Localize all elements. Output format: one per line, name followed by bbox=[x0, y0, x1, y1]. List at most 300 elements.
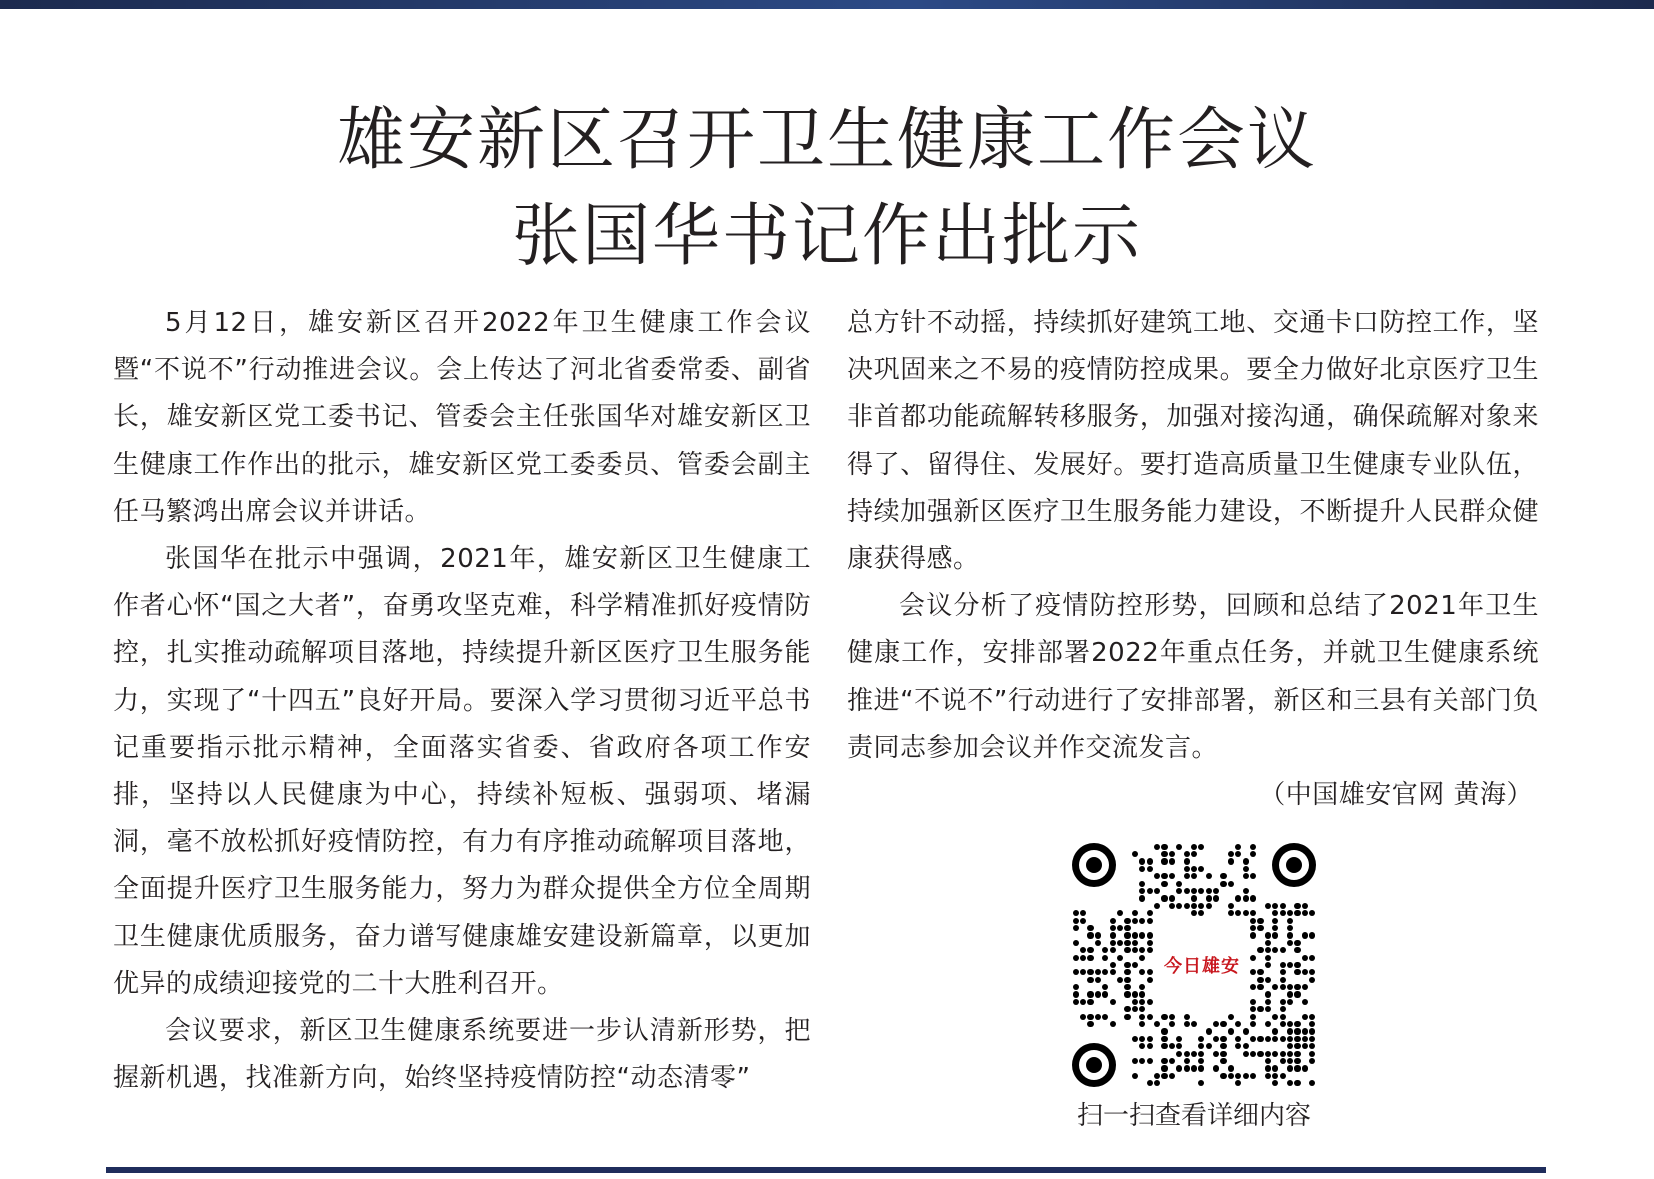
qr-module bbox=[1124, 947, 1130, 953]
qr-module bbox=[1287, 1065, 1293, 1071]
qr-module bbox=[1309, 977, 1315, 983]
qr-module bbox=[1287, 925, 1293, 931]
qr-module bbox=[1139, 1036, 1145, 1042]
qr-module bbox=[1265, 1006, 1271, 1012]
qr-module bbox=[1102, 955, 1108, 961]
qr-code-matrix bbox=[1072, 843, 1316, 1087]
qr-module bbox=[1294, 984, 1300, 990]
qr-module bbox=[1102, 991, 1108, 997]
qr-module bbox=[1302, 1036, 1308, 1042]
qr-module bbox=[1287, 940, 1293, 946]
qr-module bbox=[1235, 1073, 1241, 1079]
qr-module bbox=[1235, 851, 1241, 857]
qr-module bbox=[1280, 999, 1286, 1005]
qr-module bbox=[1287, 932, 1293, 938]
qr-module bbox=[1294, 1043, 1300, 1049]
qr-module bbox=[1265, 1073, 1271, 1079]
qr-module bbox=[1235, 1021, 1241, 1027]
qr-module bbox=[1124, 1006, 1130, 1012]
qr-module bbox=[1265, 955, 1271, 961]
qr-module bbox=[1294, 1065, 1300, 1071]
qr-module bbox=[1154, 844, 1160, 850]
article-byline: （中国雄安官网 黄海） bbox=[1259, 780, 1533, 811]
qr-module bbox=[1132, 1036, 1138, 1042]
qr-module bbox=[1206, 1028, 1212, 1034]
qr-finder-pattern bbox=[1272, 843, 1316, 887]
qr-module bbox=[1302, 984, 1308, 990]
qr-module bbox=[1198, 866, 1204, 872]
qr-module bbox=[1117, 910, 1123, 916]
qr-module bbox=[1087, 969, 1093, 975]
qr-module bbox=[1161, 844, 1167, 850]
qr-module bbox=[1294, 1058, 1300, 1064]
qr-module bbox=[1294, 1080, 1300, 1086]
qr-module bbox=[1147, 969, 1153, 975]
qr-module bbox=[1184, 866, 1190, 872]
qr-module bbox=[1280, 969, 1286, 975]
qr-module bbox=[1147, 1014, 1153, 1020]
qr-module bbox=[1257, 918, 1263, 924]
qr-module bbox=[1191, 1051, 1197, 1057]
qr-module bbox=[1206, 888, 1212, 894]
qr-module bbox=[1139, 888, 1145, 894]
qr-module bbox=[1191, 888, 1197, 894]
qr-module bbox=[1139, 984, 1145, 990]
qr-module bbox=[1206, 895, 1212, 901]
qr-module bbox=[1280, 1006, 1286, 1012]
qr-module bbox=[1287, 991, 1293, 997]
qr-module bbox=[1087, 991, 1093, 997]
qr-module bbox=[1280, 977, 1286, 983]
qr-module bbox=[1265, 932, 1271, 938]
qr-module bbox=[1265, 1058, 1271, 1064]
qr-module bbox=[1309, 932, 1315, 938]
qr-module bbox=[1309, 1080, 1315, 1086]
qr-module bbox=[1191, 844, 1197, 850]
qr-module bbox=[1139, 866, 1145, 872]
qr-module bbox=[1213, 1065, 1219, 1071]
qr-module bbox=[1080, 947, 1086, 953]
qr-module bbox=[1087, 999, 1093, 1005]
qr-module bbox=[1294, 1028, 1300, 1034]
qr-module bbox=[1147, 940, 1153, 946]
qr-module bbox=[1213, 1021, 1219, 1027]
qr-module bbox=[1250, 1021, 1256, 1027]
qr-module bbox=[1272, 947, 1278, 953]
qr-module bbox=[1080, 969, 1086, 975]
qr-module bbox=[1309, 910, 1315, 916]
qr-module bbox=[1265, 940, 1271, 946]
qr-module bbox=[1265, 962, 1271, 968]
qr-module bbox=[1287, 984, 1293, 990]
qr-module bbox=[1250, 1073, 1256, 1079]
qr-module bbox=[1287, 918, 1293, 924]
qr-module bbox=[1169, 895, 1175, 901]
qr-module bbox=[1228, 881, 1234, 887]
qr-module bbox=[1220, 1036, 1226, 1042]
qr-module bbox=[1280, 984, 1286, 990]
qr-module bbox=[1250, 1036, 1256, 1042]
qr-module bbox=[1102, 969, 1108, 975]
qr-module bbox=[1220, 873, 1226, 879]
qr-module bbox=[1184, 1065, 1190, 1071]
qr-module bbox=[1110, 969, 1116, 975]
qr-module bbox=[1272, 1036, 1278, 1042]
qr-module bbox=[1095, 977, 1101, 983]
qr-module bbox=[1309, 1058, 1315, 1064]
qr-module bbox=[1110, 925, 1116, 931]
qr-module bbox=[1243, 888, 1249, 894]
qr-caption: 扫一扫查看详细内容 bbox=[1076, 1101, 1311, 1131]
qr-module bbox=[1272, 918, 1278, 924]
qr-module bbox=[1147, 999, 1153, 1005]
qr-code[interactable] bbox=[1072, 843, 1316, 1087]
qr-module bbox=[1302, 1043, 1308, 1049]
qr-module bbox=[1228, 903, 1234, 909]
qr-module bbox=[1184, 1058, 1190, 1064]
qr-module bbox=[1147, 858, 1153, 864]
qr-module bbox=[1287, 1043, 1293, 1049]
qr-module bbox=[1117, 955, 1123, 961]
qr-module bbox=[1272, 1065, 1278, 1071]
qr-module bbox=[1154, 888, 1160, 894]
qr-module bbox=[1191, 851, 1197, 857]
qr-module bbox=[1257, 1006, 1263, 1012]
qr-module bbox=[1243, 1043, 1249, 1049]
qr-module bbox=[1073, 984, 1079, 990]
qr-module bbox=[1139, 947, 1145, 953]
qr-module bbox=[1147, 910, 1153, 916]
qr-module bbox=[1294, 991, 1300, 997]
qr-module bbox=[1132, 932, 1138, 938]
qr-module bbox=[1213, 1051, 1219, 1057]
qr-module bbox=[1080, 918, 1086, 924]
qr-module bbox=[1147, 866, 1153, 872]
qr-module bbox=[1110, 1021, 1116, 1027]
qr-module bbox=[1250, 918, 1256, 924]
qr-module bbox=[1228, 1014, 1234, 1020]
qr-module bbox=[1087, 1014, 1093, 1020]
qr-module bbox=[1265, 977, 1271, 983]
qr-module bbox=[1294, 947, 1300, 953]
qr-module bbox=[1191, 1021, 1197, 1027]
qr-module bbox=[1302, 1028, 1308, 1034]
qr-module bbox=[1198, 1051, 1204, 1057]
qr-module bbox=[1250, 932, 1256, 938]
qr-module bbox=[1147, 1058, 1153, 1064]
qr-module bbox=[1287, 1036, 1293, 1042]
qr-module bbox=[1302, 1014, 1308, 1020]
qr-module bbox=[1294, 1036, 1300, 1042]
qr-module bbox=[1184, 1014, 1190, 1020]
qr-module bbox=[1102, 1014, 1108, 1020]
qr-module bbox=[1161, 895, 1167, 901]
qr-module bbox=[1139, 999, 1145, 1005]
qr-module bbox=[1176, 1065, 1182, 1071]
qr-module bbox=[1117, 925, 1123, 931]
qr-module bbox=[1184, 1021, 1190, 1027]
qr-module bbox=[1272, 903, 1278, 909]
qr-module bbox=[1110, 999, 1116, 1005]
qr-module bbox=[1198, 1080, 1204, 1086]
qr-module bbox=[1294, 969, 1300, 975]
qr-module bbox=[1095, 932, 1101, 938]
qr-module bbox=[1191, 903, 1197, 909]
qr-module bbox=[1198, 888, 1204, 894]
qr-module bbox=[1302, 955, 1308, 961]
qr-module bbox=[1161, 1028, 1167, 1034]
qr-module bbox=[1294, 962, 1300, 968]
qr-module bbox=[1169, 1058, 1175, 1064]
qr-module bbox=[1087, 1021, 1093, 1027]
top-banner-bar bbox=[0, 0, 1654, 9]
qr-module bbox=[1124, 925, 1130, 931]
qr-module bbox=[1154, 1021, 1160, 1027]
qr-module bbox=[1154, 903, 1160, 909]
qr-module bbox=[1139, 895, 1145, 901]
qr-module bbox=[1198, 903, 1204, 909]
qr-module bbox=[1228, 1028, 1234, 1034]
qr-module bbox=[1235, 844, 1241, 850]
qr-module bbox=[1154, 1073, 1160, 1079]
qr-module bbox=[1161, 881, 1167, 887]
qr-module bbox=[1132, 940, 1138, 946]
qr-module bbox=[1191, 910, 1197, 916]
qr-module bbox=[1139, 1014, 1145, 1020]
qr-module bbox=[1280, 1021, 1286, 1027]
qr-module bbox=[1176, 1043, 1182, 1049]
qr-module bbox=[1250, 999, 1256, 1005]
qr-module bbox=[1287, 1058, 1293, 1064]
headline-line-2: 张国华书记作出批示 bbox=[511, 197, 1142, 277]
qr-module bbox=[1243, 1051, 1249, 1057]
qr-module bbox=[1117, 940, 1123, 946]
qr-module bbox=[1132, 962, 1138, 968]
qr-module bbox=[1095, 991, 1101, 997]
qr-module bbox=[1184, 858, 1190, 864]
article-headline bbox=[0, 99, 1654, 279]
qr-module bbox=[1287, 1028, 1293, 1034]
qr-module bbox=[1280, 903, 1286, 909]
qr-module bbox=[1272, 1028, 1278, 1034]
qr-module bbox=[1302, 1065, 1308, 1071]
qr-module bbox=[1198, 1043, 1204, 1049]
qr-module bbox=[1191, 1065, 1197, 1071]
qr-module bbox=[1272, 1051, 1278, 1057]
qr-module bbox=[1294, 903, 1300, 909]
qr-module bbox=[1169, 1014, 1175, 1020]
qr-module bbox=[1176, 1036, 1182, 1042]
qr-module bbox=[1191, 873, 1197, 879]
qr-module bbox=[1110, 918, 1116, 924]
qr-module bbox=[1147, 888, 1153, 894]
qr-module bbox=[1132, 918, 1138, 924]
qr-module bbox=[1161, 1014, 1167, 1020]
qr-module bbox=[1147, 1036, 1153, 1042]
qr-module bbox=[1250, 873, 1256, 879]
qr-module bbox=[1272, 932, 1278, 938]
qr-module bbox=[1235, 1036, 1241, 1042]
qr-module bbox=[1095, 1014, 1101, 1020]
qr-module bbox=[1176, 903, 1182, 909]
qr-module bbox=[1176, 844, 1182, 850]
qr-module bbox=[1184, 851, 1190, 857]
qr-module bbox=[1124, 977, 1130, 983]
qr-module bbox=[1309, 1051, 1315, 1057]
qr-module bbox=[1073, 955, 1079, 961]
qr-module bbox=[1302, 969, 1308, 975]
qr-module bbox=[1280, 1014, 1286, 1020]
qr-module bbox=[1257, 1051, 1263, 1057]
qr-module bbox=[1139, 991, 1145, 997]
qr-module bbox=[1169, 903, 1175, 909]
qr-module bbox=[1124, 991, 1130, 997]
article-left-column bbox=[113, 300, 811, 1102]
qr-module bbox=[1287, 1021, 1293, 1027]
qr-module bbox=[1080, 910, 1086, 916]
qr-module bbox=[1161, 1058, 1167, 1064]
qr-module bbox=[1250, 910, 1256, 916]
qr-module bbox=[1176, 888, 1182, 894]
qr-module bbox=[1073, 991, 1079, 997]
qr-module bbox=[1280, 947, 1286, 953]
qr-module bbox=[1110, 947, 1116, 953]
qr-module bbox=[1161, 858, 1167, 864]
qr-module bbox=[1243, 858, 1249, 864]
qr-module bbox=[1228, 910, 1234, 916]
qr-module bbox=[1102, 947, 1108, 953]
qr-module bbox=[1257, 947, 1263, 953]
qr-module bbox=[1139, 918, 1145, 924]
qr-module bbox=[1220, 1043, 1226, 1049]
qr-module bbox=[1147, 1080, 1153, 1086]
qr-module bbox=[1147, 947, 1153, 953]
qr-module bbox=[1250, 984, 1256, 990]
qr-module bbox=[1235, 1080, 1241, 1086]
qr-module bbox=[1073, 918, 1079, 924]
qr-module bbox=[1272, 1080, 1278, 1086]
qr-module bbox=[1073, 969, 1079, 975]
qr-module bbox=[1132, 999, 1138, 1005]
qr-module bbox=[1124, 969, 1130, 975]
qr-module bbox=[1302, 903, 1308, 909]
qr-module bbox=[1161, 1043, 1167, 1049]
qr-finder-pattern bbox=[1072, 1043, 1116, 1087]
qr-module bbox=[1280, 1073, 1286, 1079]
qr-module bbox=[1198, 910, 1204, 916]
qr-module bbox=[1272, 984, 1278, 990]
qr-module bbox=[1220, 881, 1226, 887]
qr-module bbox=[1265, 1021, 1271, 1027]
qr-module bbox=[1087, 977, 1093, 983]
qr-module bbox=[1169, 851, 1175, 857]
qr-module bbox=[1198, 1058, 1204, 1064]
qr-module bbox=[1206, 903, 1212, 909]
qr-module bbox=[1132, 947, 1138, 953]
qr-module bbox=[1132, 991, 1138, 997]
qr-module bbox=[1191, 895, 1197, 901]
qr-module bbox=[1110, 932, 1116, 938]
qr-finder-pattern bbox=[1072, 843, 1116, 887]
qr-module bbox=[1309, 1036, 1315, 1042]
qr-module bbox=[1073, 940, 1079, 946]
qr-module bbox=[1265, 999, 1271, 1005]
qr-module bbox=[1213, 1036, 1219, 1042]
qr-module bbox=[1213, 888, 1219, 894]
qr-module bbox=[1087, 947, 1093, 953]
qr-module bbox=[1124, 962, 1130, 968]
qr-module bbox=[1139, 1043, 1145, 1049]
qr-module bbox=[1176, 881, 1182, 887]
qr-module bbox=[1250, 1014, 1256, 1020]
qr-module bbox=[1169, 1021, 1175, 1027]
qr-module bbox=[1272, 925, 1278, 931]
qr-module bbox=[1220, 1021, 1226, 1027]
qr-module bbox=[1124, 932, 1130, 938]
qr-module bbox=[1087, 955, 1093, 961]
qr-module bbox=[1220, 1058, 1226, 1064]
qr-module bbox=[1073, 925, 1079, 931]
qr-module bbox=[1147, 932, 1153, 938]
qr-module bbox=[1257, 1036, 1263, 1042]
qr-center-logo: 今日雄安 bbox=[1158, 923, 1246, 1007]
article-paragraph-2: 张国华在批示中强调，2021年，雄安新区卫生健康工作者心怀“国之大者”，奋勇攻坚克难，科学精准抓好疫情防控，扎实推动疏解项目落地，持续提升新区医疗卫生服务能力，实现了“十四五”良好开局。要深入学习贯彻习近平总书记重要指示批示精神，全面落实省委、省政府各项工作安排，坚持以人民健康为中心，持续补短板、强弱项、堵漏洞，毫不放松抓好疫情防控，有力有序推动疏解项目落地，全面提升医疗卫生服务能力，努力为群众提供全方位全周期卫生健康优质服务，奋力谱写健康雄安建设新篇章，以更加优异的成绩迎接党的二十大胜利召开。 bbox=[113, 544, 811, 999]
article-paragraph-3: 会议要求，新区卫生健康系统要进一步认清新形势，把握新机遇，找准新方向，始终坚持疫情防控“动态清零” bbox=[113, 1016, 811, 1094]
qr-module bbox=[1184, 873, 1190, 879]
qr-module bbox=[1309, 955, 1315, 961]
qr-module bbox=[1287, 1080, 1293, 1086]
qr-module bbox=[1228, 1073, 1234, 1079]
qr-module bbox=[1265, 1065, 1271, 1071]
qr-module bbox=[1250, 969, 1256, 975]
qr-module bbox=[1139, 969, 1145, 975]
qr-module bbox=[1198, 1065, 1204, 1071]
headline-line-1: 雄安新区召开卫生健康工作会议 bbox=[336, 101, 1317, 181]
qr-module bbox=[1272, 910, 1278, 916]
qr-module bbox=[1235, 1043, 1241, 1049]
qr-module bbox=[1132, 910, 1138, 916]
qr-module bbox=[1280, 962, 1286, 968]
qr-module bbox=[1272, 1073, 1278, 1079]
qr-module bbox=[1280, 1058, 1286, 1064]
qr-module bbox=[1228, 851, 1234, 857]
qr-module bbox=[1257, 925, 1263, 931]
qr-module bbox=[1124, 918, 1130, 924]
qr-module bbox=[1117, 977, 1123, 983]
qr-module bbox=[1265, 903, 1271, 909]
qr-module bbox=[1250, 1051, 1256, 1057]
qr-module bbox=[1169, 1043, 1175, 1049]
qr-module bbox=[1287, 962, 1293, 968]
qr-module bbox=[1265, 991, 1271, 997]
qr-module bbox=[1294, 940, 1300, 946]
qr-module bbox=[1198, 844, 1204, 850]
qr-module bbox=[1265, 947, 1271, 953]
qr-module bbox=[1243, 1073, 1249, 1079]
qr-module bbox=[1235, 895, 1241, 901]
qr-module bbox=[1294, 910, 1300, 916]
qr-module bbox=[1309, 969, 1315, 975]
qr-module bbox=[1080, 999, 1086, 1005]
qr-module bbox=[1139, 881, 1145, 887]
qr-module bbox=[1287, 999, 1293, 1005]
qr-module bbox=[1198, 1036, 1204, 1042]
qr-module bbox=[1243, 895, 1249, 901]
qr-module bbox=[1102, 984, 1108, 990]
qr-module bbox=[1161, 1073, 1167, 1079]
qr-module bbox=[1250, 925, 1256, 931]
qr-module bbox=[1309, 1028, 1315, 1034]
